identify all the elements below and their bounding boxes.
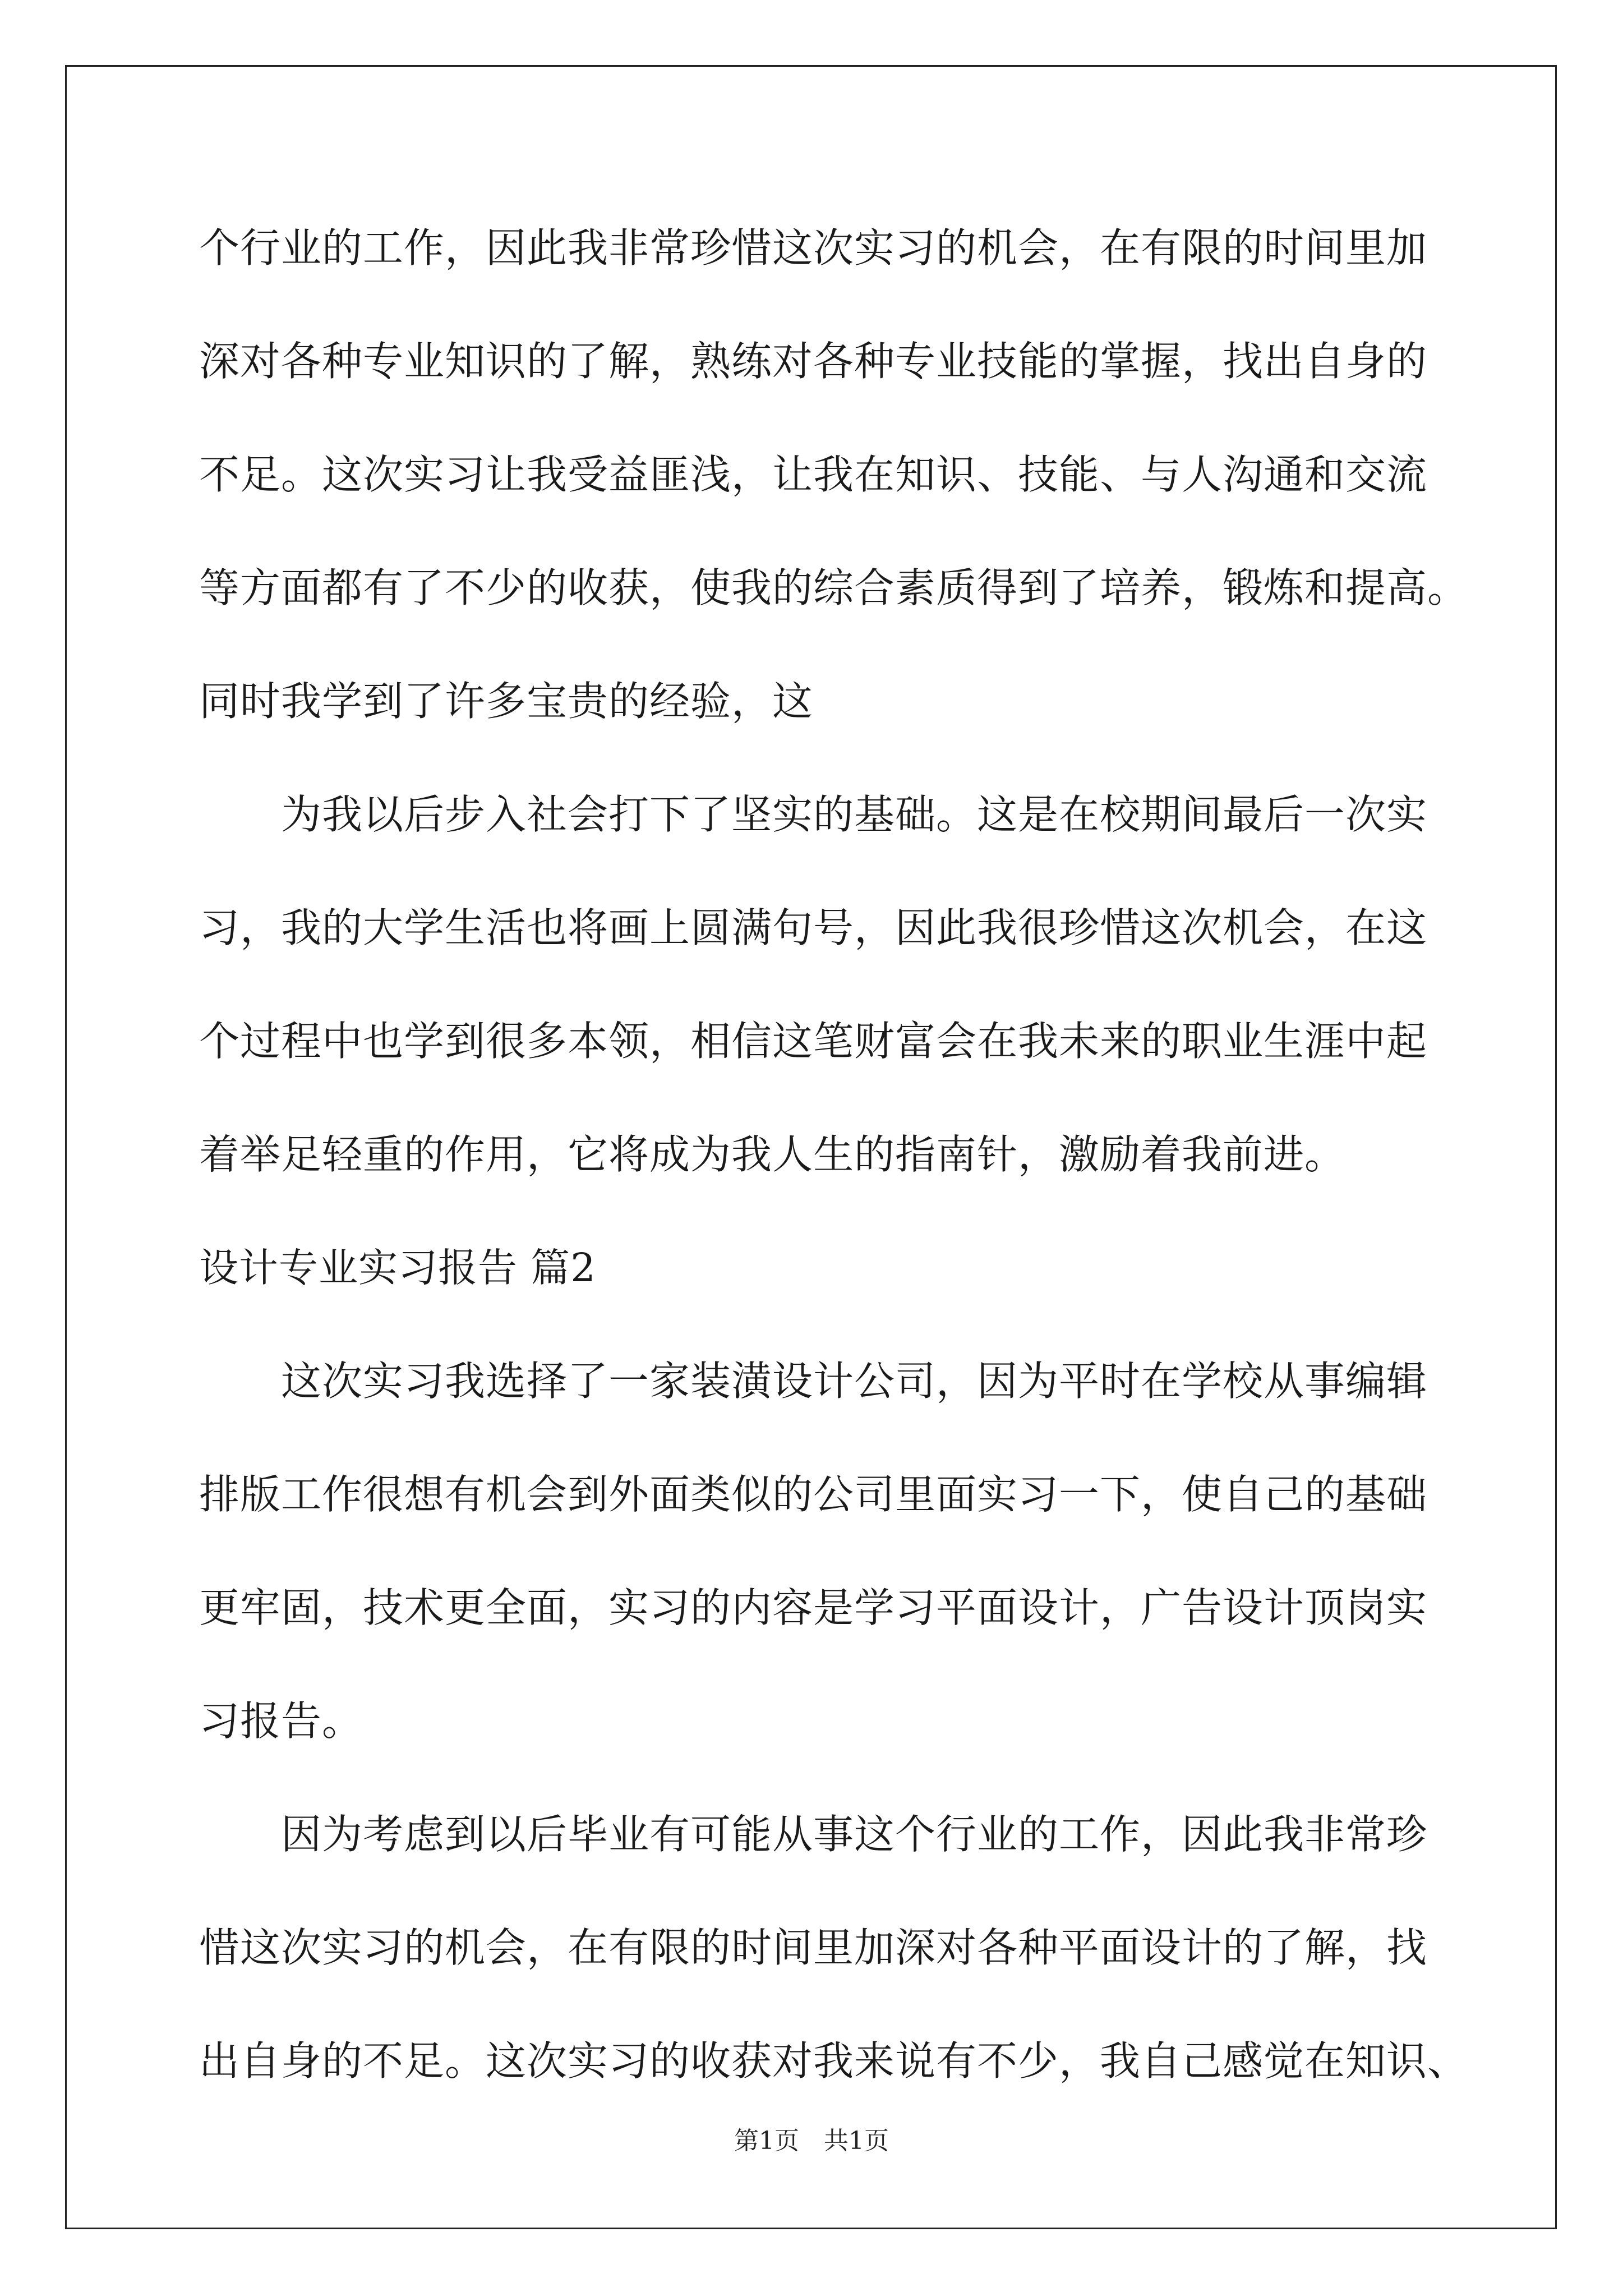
paragraph-start-line: 因为考虑到以后毕业有可能从事这个行业的工作，因此我非常珍 — [281, 1811, 1428, 1858]
text-line: 习报告。 — [199, 1697, 363, 1745]
text-line: 更牢固，技术更全面，实习的内容是学习平面设计，广告设计顶岗实 — [199, 1584, 1428, 1631]
text-line: 出自身的不足。这次实习的收获对我来说有不少，我自己感觉在知识、 — [199, 2037, 1469, 2085]
text-line: 排版工作很想有机会到外面类似的公司里面实习一下，使自己的基础 — [199, 1471, 1428, 1518]
text-line: 不足。这次实习让我受益匪浅，让我在知识、技能、与人沟通和交流 — [199, 451, 1428, 498]
text-line: 等方面都有了不少的收获，使我的综合素质得到了培养，锻炼和提高。 — [199, 564, 1469, 611]
document-body — [199, 219, 1469, 2145]
paragraph-start-line: 为我以后步入社会打下了坚实的基础。这是在校期间最后一次实 — [281, 791, 1428, 838]
section-heading: 设计专业实习报告 篇2 — [199, 1245, 596, 1291]
text-line: 个过程中也学到很多本领，相信这笔财富会在我未来的职业生涯中起 — [199, 1018, 1428, 1065]
text-line: 习，我的大学生活也将画上圆满句号，因此我很珍惜这次机会，在这 — [199, 904, 1428, 951]
page-number: 第1页 共1页 — [734, 2127, 889, 2155]
text-line: 深对各种专业知识的了解，熟练对各种专业技能的掌握，找出自身的 — [199, 338, 1428, 385]
text-line: 个行业的工作，因此我非常珍惜这次实习的机会，在有限的时间里加 — [199, 224, 1428, 272]
text-line: 同时我学到了许多宝贵的经验，这 — [199, 678, 814, 725]
paragraph-start-line: 这次实习我选择了一家装潢设计公司，因为平时在学校从事编辑 — [281, 1358, 1428, 1405]
text-line: 着举足轻重的作用，它将成为我人生的指南针，激励着我前进。 — [199, 1131, 1346, 1178]
text-line: 惜这次实习的机会，在有限的时间里加深对各种平面设计的了解，找 — [199, 1924, 1428, 1971]
